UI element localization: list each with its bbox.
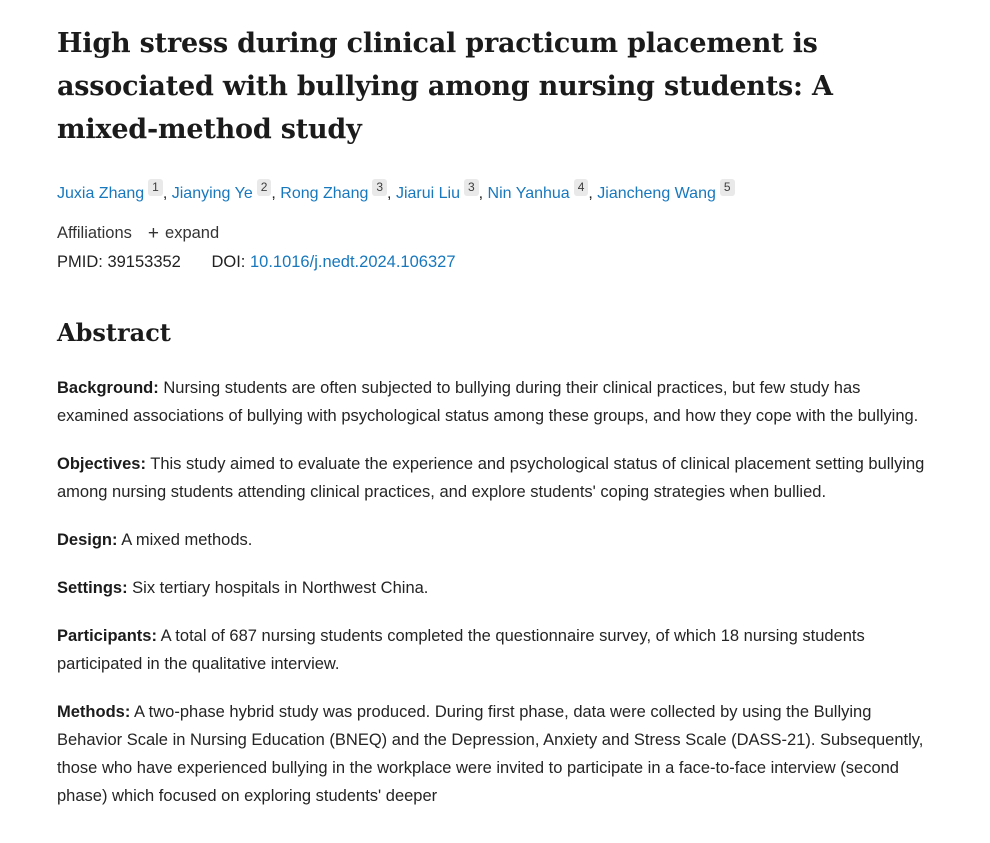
- author-link[interactable]: Jiarui Liu: [395, 185, 460, 202]
- author-separator: ,: [478, 185, 488, 202]
- expand-label: expand: [165, 224, 220, 242]
- abstract-section-label: Background:: [57, 379, 159, 397]
- abstract-section-label: Design:: [57, 531, 118, 549]
- author-item: [487, 180, 589, 202]
- author-affiliation-badge[interactable]: 3: [372, 179, 387, 196]
- abstract-section-label: Participants:: [57, 627, 157, 645]
- abstract-section-label: Objectives:: [57, 455, 146, 473]
- expand-affiliations-button[interactable]: [148, 224, 219, 243]
- abstract-heading: Abstract: [57, 318, 171, 347]
- author-item: [171, 180, 272, 202]
- abstract-paragraph: Settings: Six tertiary hospitals in Northwest China.: [57, 579, 429, 597]
- author-affiliation-badge[interactable]: 4: [574, 179, 589, 196]
- identifiers-row: [57, 253, 935, 272]
- author-link[interactable]: Jiancheng Wang: [597, 185, 716, 202]
- author-separator: ,: [162, 185, 172, 202]
- doi-link[interactable]: 10.1016/j.nedt.2024.106327: [249, 253, 456, 271]
- abstract-section-label: Settings:: [57, 579, 128, 597]
- author-affiliation-badge[interactable]: 2: [257, 179, 272, 196]
- abstract-paragraph: Design: A mixed methods.: [57, 531, 253, 549]
- author-link[interactable]: Rong Zhang: [280, 185, 369, 202]
- affiliations-label: Affiliations: [57, 224, 132, 242]
- author-item: [597, 180, 734, 202]
- plus-icon: +: [147, 223, 160, 244]
- author-separator: ,: [271, 185, 281, 202]
- author-item: [280, 180, 387, 202]
- author-link[interactable]: Jianying Ye: [171, 185, 253, 202]
- affiliations-row: [57, 224, 935, 243]
- abstract-paragraph: Participants: A total of 687 nursing students completed the questionnaire survey, of which 18 nursing students participated in the qualitative interview.: [57, 627, 865, 673]
- article-title: High stress during clinical practicum placement is associated with bullying among nursing students: A mixed-method study: [57, 28, 833, 145]
- author-list: [57, 181, 935, 207]
- author-item: [57, 180, 163, 202]
- abstract-paragraph: Objectives: This study aimed to evaluate the experience and psychological status of clinical placement setting bullying among nursing students attending clinical practices, and explore students' coping strategies when bullied.: [57, 455, 925, 501]
- author-separator: ,: [387, 185, 396, 202]
- abstract-section-label: Methods:: [57, 703, 131, 721]
- abstract-paragraph: Background: Nursing students are often subjected to bullying during their clinical practices, but few study has examined associations of bullying with psychological status among these groups, and how they cope with the bullying.: [57, 379, 919, 425]
- author-affiliation-badge[interactable]: 5: [720, 179, 735, 196]
- author-affiliation-badge[interactable]: 3: [464, 179, 479, 196]
- pmid-label: PMID:: [57, 253, 103, 271]
- author-link[interactable]: Nin Yanhua: [487, 185, 570, 202]
- author-separator: ,: [588, 185, 598, 202]
- author-affiliation-badge[interactable]: 1: [148, 179, 163, 196]
- doi-group: [211, 253, 455, 271]
- pmid-value: 39153352: [107, 253, 181, 271]
- doi-label: DOI:: [211, 253, 246, 271]
- abstract-paragraph: Methods: A two-phase hybrid study was produced. During first phase, data were collected by using the Bullying Behavior Scale in Nursing Education (BNEQ) and the Depression, Anxiety and Stress Scale (DASS-21). Subsequently, those who have experienced bullying in the workplace were invited to participate in a face-to-face interview (second phase) which focused on exploring students' deeper: [57, 703, 924, 805]
- author-link[interactable]: Juxia Zhang: [57, 185, 145, 202]
- abstract-sections: [57, 374, 933, 810]
- pmid-group: [57, 253, 185, 271]
- author-item: [395, 180, 479, 202]
